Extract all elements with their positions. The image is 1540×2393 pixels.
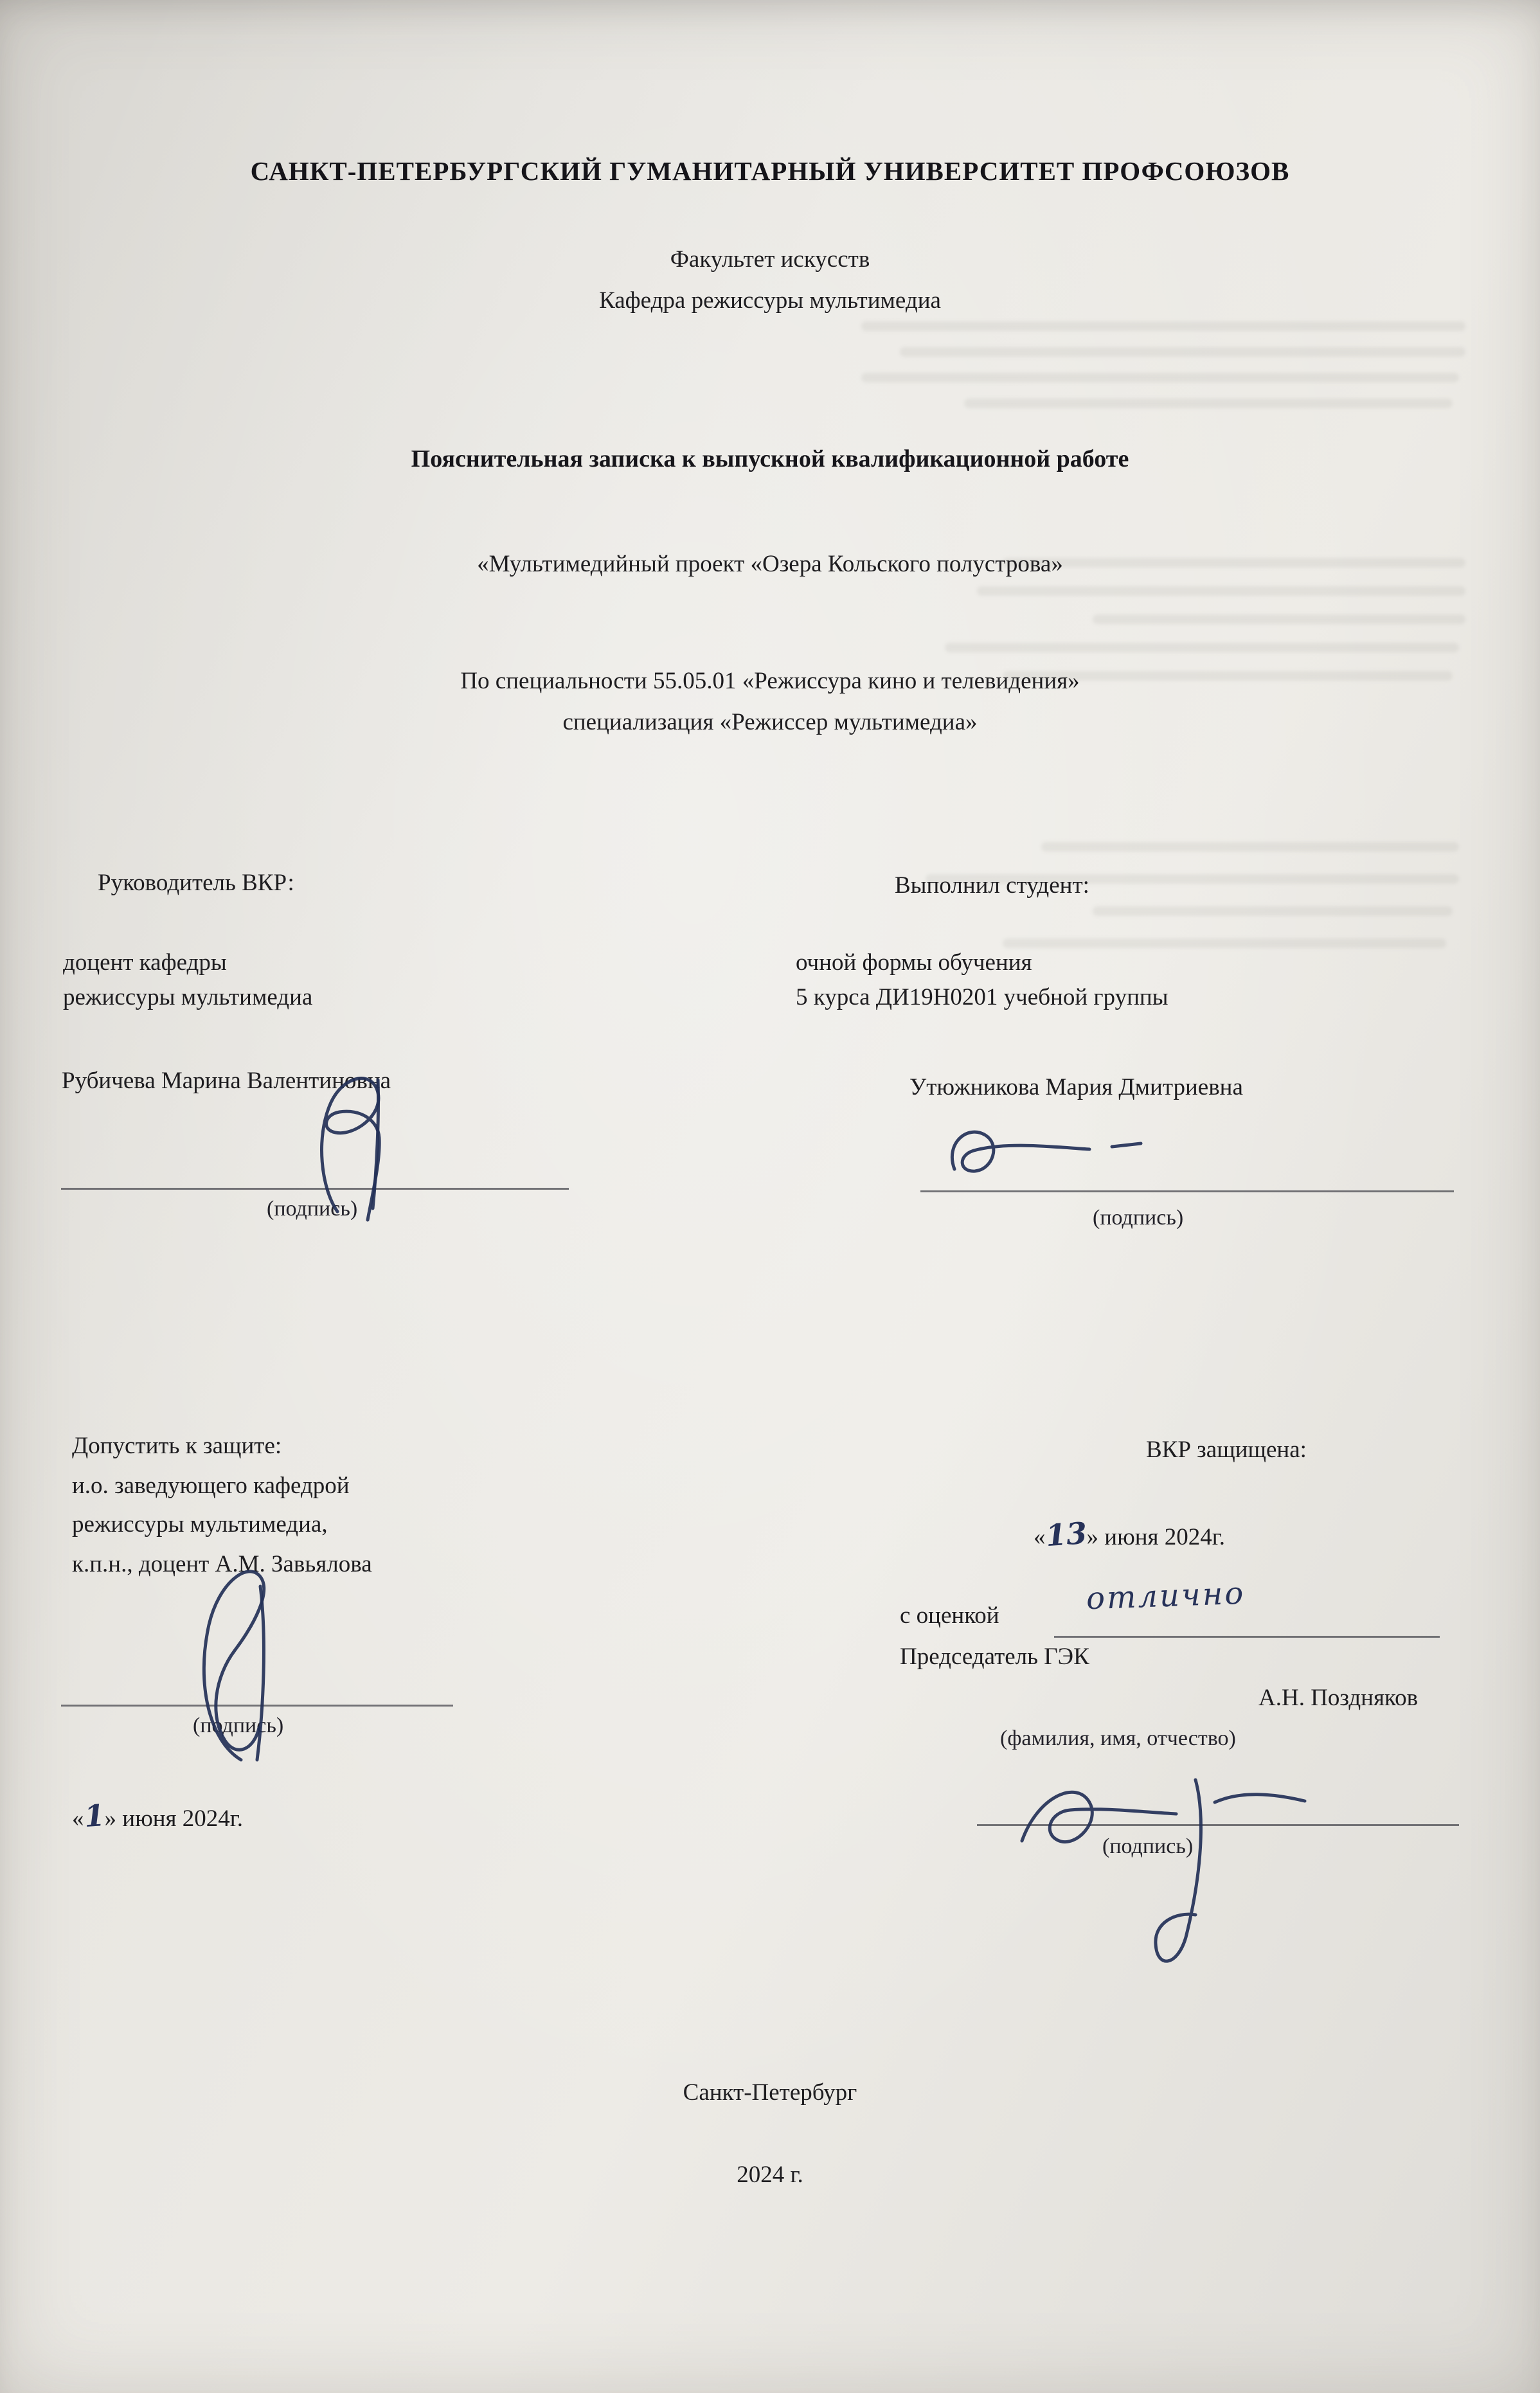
department-name: Кафедра режиссуры мультимедиа <box>599 287 941 314</box>
bleedthrough-line <box>964 399 1453 408</box>
project-title: «Мультимедийный проект «Озера Кольского полустрова» <box>477 551 1063 577</box>
admit-date <box>72 1798 243 1833</box>
university-name: САНКТ-ПЕТЕРБУРГСКИЙ ГУМАНИТАРНЫЙ УНИВЕРСИТЕТ ПРОФСОЮЗОВ <box>250 156 1290 186</box>
bleedthrough-line <box>945 643 1459 652</box>
student-heading: Выполнил студент: <box>895 872 1089 899</box>
defense-date-open-quote: « <box>1034 1524 1046 1550</box>
specialization-line: специализация «Режиссер мультимедиа» <box>562 709 978 735</box>
city: Санкт-Петербург <box>683 2079 857 2106</box>
defense-signature <box>1003 1751 1324 1982</box>
student-info-2: 5 курса ДИ19Н0201 учебной группы <box>796 984 1168 1010</box>
supervisor-heading: Руководитель ВКР: <box>98 870 294 896</box>
document-title: Пояснительная записка к выпускной квалификационной работе <box>411 445 1129 472</box>
admit-line-1: Допустить к защите: <box>72 1433 282 1459</box>
admit-date-open-quote: « <box>72 1806 84 1832</box>
supervisor-signature-caption: (подпись) <box>267 1197 358 1221</box>
grade-value-handwritten: отлично <box>1086 1575 1246 1617</box>
student-info-1: очной формы обучения <box>796 949 1032 976</box>
specialty-line: По специальности 55.05.01 «Режиссура кино и телевидения» <box>460 668 1080 694</box>
bleedthrough-line <box>1093 614 1465 624</box>
defense-date-day-handwritten: 13 <box>1044 1515 1088 1554</box>
grade-label: с оценкой <box>900 1602 999 1629</box>
bleedthrough-line <box>861 321 1465 331</box>
supervisor-name: Рубичева Марина Валентиновна <box>62 1068 391 1094</box>
bleedthrough-line <box>1041 842 1459 852</box>
bleedthrough-line <box>1093 906 1453 916</box>
supervisor-signature <box>276 1061 424 1228</box>
bleedthrough-line <box>900 347 1465 357</box>
student-name: Утюжникова Мария Дмитриевна <box>909 1074 1243 1100</box>
student-signature-caption: (подпись) <box>1093 1206 1184 1230</box>
defense-date <box>1034 1517 1225 1552</box>
student-signature <box>929 1108 1160 1198</box>
supervisor-position-1: доцент кафедры <box>63 949 227 976</box>
admit-signature-caption: (подпись) <box>193 1714 284 1737</box>
supervisor-position-2: режиссуры мультимедиа <box>63 984 313 1010</box>
admit-date-rest: » июня 2024г. <box>104 1806 244 1832</box>
bleedthrough-line <box>1003 938 1446 948</box>
defense-date-rest: » июня 2024г. <box>1086 1524 1226 1550</box>
chair-caption: (фамилия, имя, отчество) <box>1000 1726 1236 1750</box>
chair-name: А.Н. Поздняков <box>1258 1685 1419 1711</box>
faculty-name: Факультет искусств <box>670 246 870 273</box>
admit-line-3: режиссуры мультимедиа, <box>72 1511 328 1537</box>
defense-heading: ВКР защищена: <box>1146 1437 1307 1463</box>
grade-line <box>1054 1636 1440 1638</box>
defense-signature-caption: (подпись) <box>1102 1834 1194 1858</box>
chair-label: Председатель ГЭК <box>900 1644 1089 1670</box>
year: 2024 г. <box>737 2162 803 2188</box>
admit-line-2: и.о. заведующего кафедрой <box>72 1473 350 1499</box>
admit-signature <box>164 1548 312 1779</box>
bleedthrough-line <box>861 373 1459 382</box>
bleedthrough-line <box>977 586 1465 596</box>
admit-date-day-handwritten: 1 <box>82 1797 106 1834</box>
admit-line-4: к.п.н., доцент А.М. Завьялова <box>72 1551 372 1577</box>
